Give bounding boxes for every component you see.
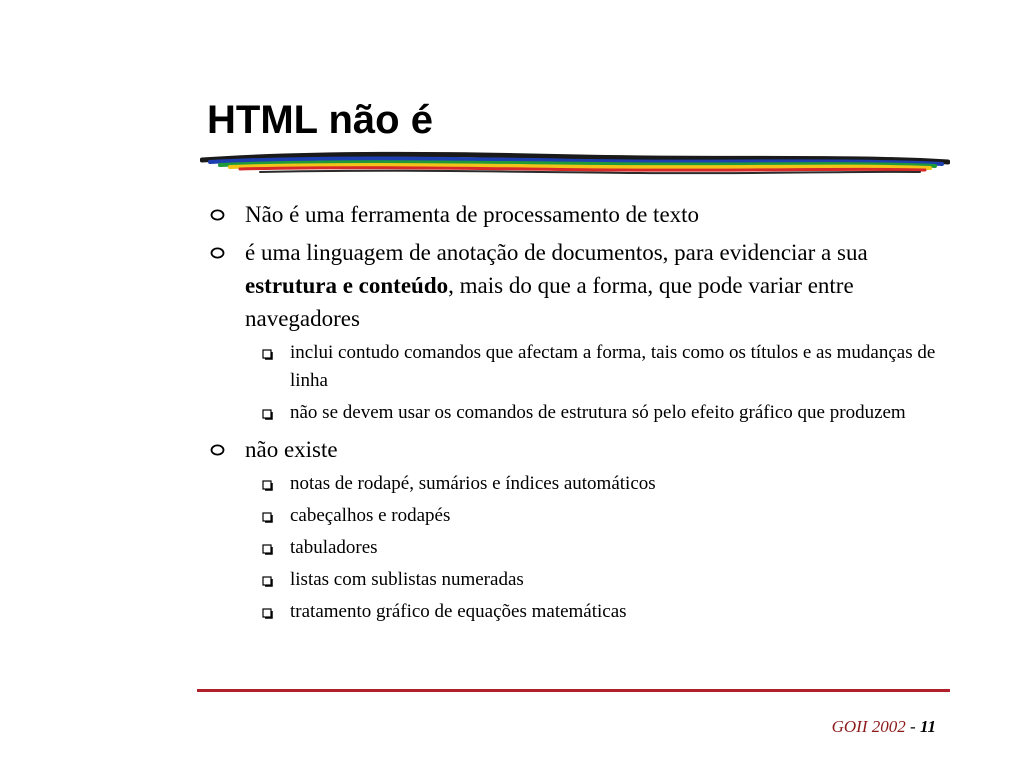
- slide-footer: [832, 717, 936, 737]
- hollow-square-bullet-icon: [262, 409, 273, 420]
- footer-divider: [197, 689, 950, 692]
- slide-title: HTML não é: [207, 98, 433, 142]
- hollow-square-bullet-icon: [262, 608, 273, 619]
- hollow-circle-bullet-icon: [210, 209, 225, 221]
- bullet-list: [210, 198, 955, 626]
- hollow-square-bullet-icon: [262, 576, 273, 587]
- sub-bullet-item: [210, 566, 955, 594]
- bullet-text: é uma linguagem de anotação de documentos, para evidenciar a sua: [245, 240, 868, 265]
- bullet-item: [210, 198, 955, 231]
- sub-bullet-text: tratamento gráfico de equações matemáticas: [290, 601, 627, 622]
- bullet-item: [210, 433, 955, 466]
- bullet-text: Não é uma ferramenta de processamento de texto: [245, 202, 700, 227]
- sub-bullet-text: cabeçalhos e rodapés: [290, 505, 451, 526]
- hollow-square-bullet-icon: [262, 544, 273, 555]
- sub-bullet-item: [210, 470, 955, 498]
- page-number: 11: [919, 717, 936, 736]
- sub-bullet-text: listas com sublistas numeradas: [290, 569, 524, 590]
- hollow-circle-bullet-icon: [210, 247, 225, 259]
- hollow-square-bullet-icon: [262, 512, 273, 523]
- bullet-text: não existe: [245, 437, 338, 462]
- brush-stroke-decoration: [200, 150, 950, 182]
- sub-bullet-text: não se devem usar os comandos de estrutura só pelo efeito gráfico que produzem: [290, 402, 906, 423]
- sub-bullet-text: inclui contudo comandos que afectam a forma, tais como os títulos e as mudanças de linha: [290, 342, 936, 391]
- footer-brand: GOII 2002: [831, 717, 906, 736]
- sub-bullet-text: tabuladores: [290, 537, 378, 558]
- bullet-item: [210, 236, 955, 335]
- bullet-text-bold: estrutura e conteúdo: [245, 273, 449, 298]
- bullet-text: , mais do que a forma, que pode variar entre navegadores: [245, 273, 854, 331]
- hollow-square-bullet-icon: [262, 349, 273, 360]
- sub-bullet-item: [210, 399, 955, 427]
- hollow-square-bullet-icon: [262, 480, 273, 491]
- footer-separator: -: [905, 717, 920, 736]
- hollow-circle-bullet-icon: [210, 444, 225, 456]
- sub-bullet-item: [210, 598, 955, 626]
- sub-bullet-item: [210, 339, 955, 395]
- sub-bullet-item: [210, 534, 955, 562]
- sub-bullet-item: [210, 502, 955, 530]
- sub-bullet-text: notas de rodapé, sumários e índices automáticos: [290, 473, 656, 494]
